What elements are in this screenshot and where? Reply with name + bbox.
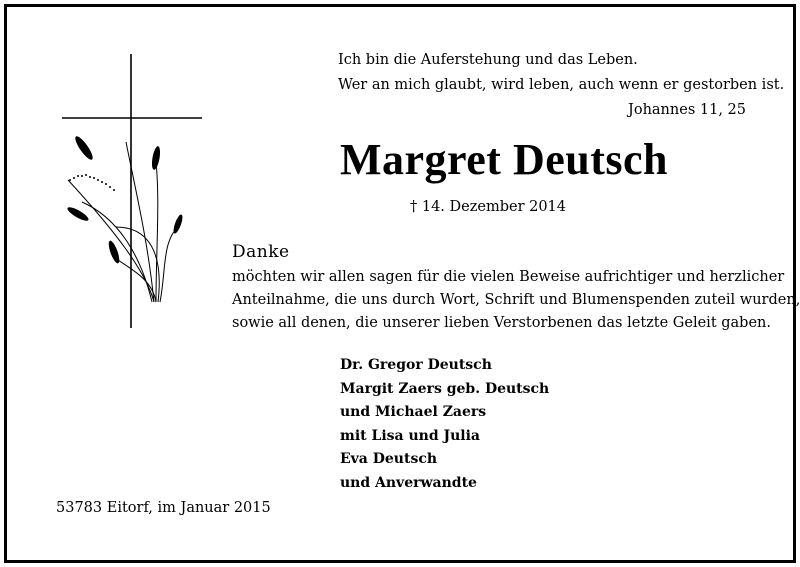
verse-reference: Johannes 11, 25 (628, 102, 746, 118)
signer: und Michael Zaers (340, 404, 487, 421)
signers-list (340, 354, 549, 496)
signer: Eva Deutsch (340, 451, 438, 468)
thanks-line: Anteilnahme, die uns durch Wort, Schrift und Blumenspenden zuteil wurden, (232, 292, 800, 308)
death-date: † 14. Dezember 2014 (410, 199, 567, 215)
thanks-line: möchten wir allen sagen für die vielen Beweise aufrichtiger und herzlicher (232, 269, 785, 285)
signer: mit Lisa und Julia (340, 427, 480, 444)
verse-line-2: Wer an mich glaubt, wird leben, auch wenn er gestorben ist. (338, 77, 785, 93)
signer: und Anverwandte (340, 474, 477, 491)
bible-verse (338, 48, 785, 123)
place-date: 53783 Eitorf, im Januar 2015 (56, 500, 271, 516)
signer: Margit Zaers geb. Deutsch (340, 380, 550, 397)
thanks-heading: Danke (232, 242, 290, 262)
thanks-text (232, 266, 800, 335)
verse-line-1: Ich bin die Auferstehung und das Leben. (338, 52, 638, 68)
cross-with-wheat-icon (56, 52, 206, 332)
thanks-line: sowie all denen, die unserer lieben Verstorbenen das letzte Geleit gaben. (232, 315, 771, 331)
deceased-name: Margret Deutsch (339, 135, 669, 184)
signer: Dr. Gregor Deutsch (340, 357, 492, 373)
